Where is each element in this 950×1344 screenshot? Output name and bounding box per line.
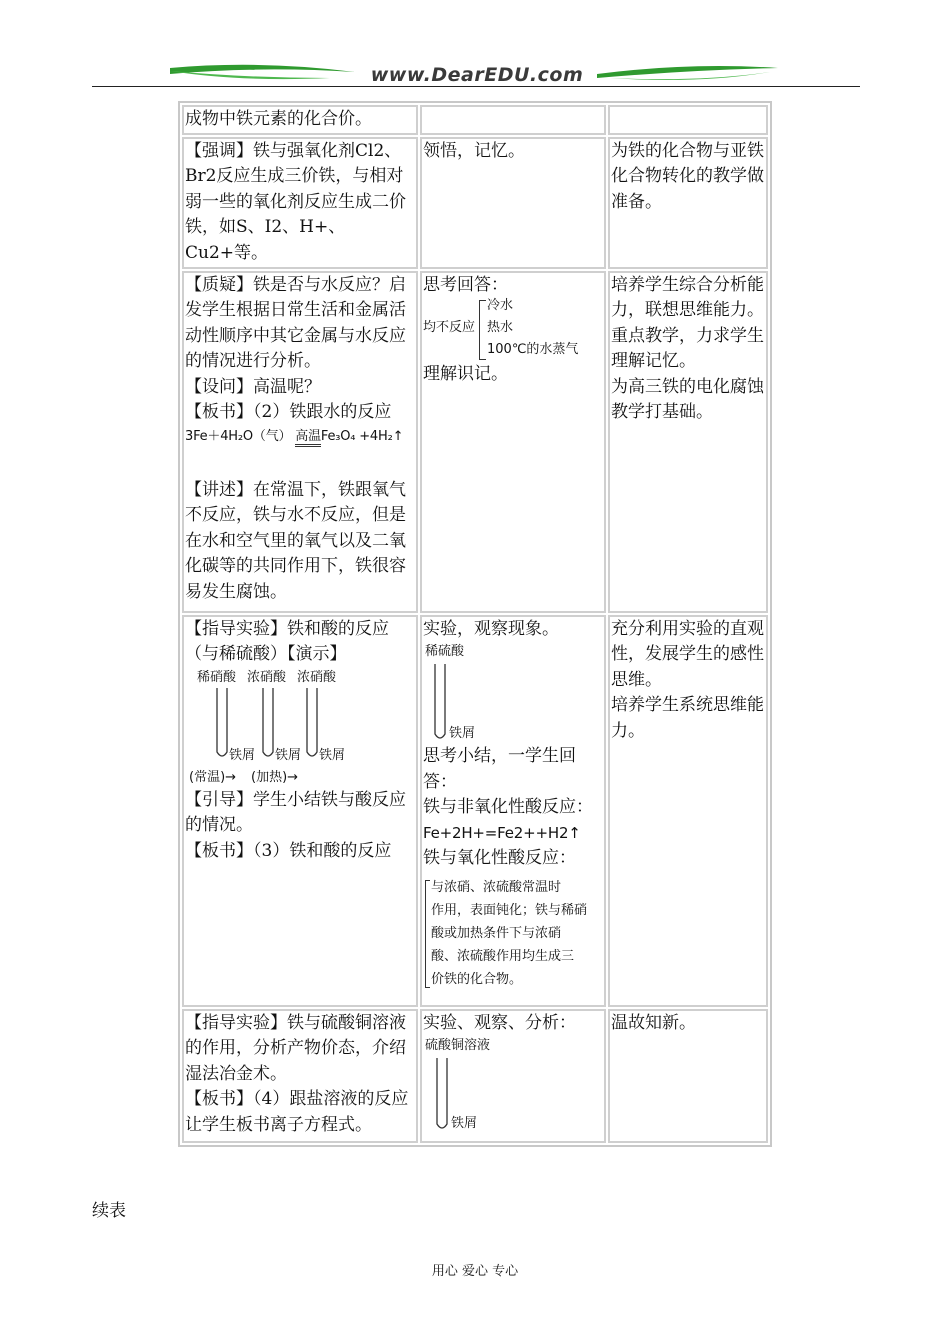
table-cell: 培养学生综合分析能力，联想思维能力。 重点教学，力求学生理解记忆。 为高三铁的电化腐蚀教学打基础。: [608, 271, 768, 613]
site-logo: www.DearEDU.com: [370, 64, 584, 86]
table-cell: 【指导实验】铁与硫酸铜溶液的作用，分析产物价态，介绍湿法冶金术。 【板书】（4）跟盐溶液的反应让学生板书离子方程式。: [182, 1009, 418, 1143]
table-row: [182, 271, 768, 613]
oxidizing-acid-note: 与浓硝、浓硫酸常温时 作用，表面钝化；铁与稀硝 酸或加热条件下与浓硝 酸、浓硫酸作用均生成三 价铁的化合物。: [423, 876, 603, 991]
table-cell: [182, 271, 418, 613]
table-cell: 领悟，记忆。: [420, 137, 606, 269]
page-footer: 用心 爱心 专心: [431, 1264, 519, 1279]
table-cell: 思考回答： 均不反应 冷水 热水 100℃的水蒸气 理解识记。: [420, 271, 606, 613]
table-cell: [420, 105, 606, 135]
condition-high-temp: 高温: [295, 429, 321, 447]
table-row: [182, 615, 768, 1007]
acid-tubes-figure: 稀硝酸 浓硝酸 浓硝酸 铁屑 铁屑 铁屑 (常温)→ (加热)→: [185, 668, 415, 788]
table-cell: 【强调】铁与强氧化剂Cl2、Br2反应生成三价铁，与相对弱一些的氧化剂反应生成二价铁，如S、I2、H+、Cu2+等。: [182, 137, 418, 269]
question-text: 【质疑】铁是否与水反应？启发学生根据日常生活和金属活动性顺序中其它金属与水反应的情况进行分析。: [185, 274, 406, 371]
table-cell: 实验，观察现象。 稀硫酸 铁屑 思考小结，一学生回答： 铁与非氧化性酸反应： Fe+2H+=Fe2++H2↑ 铁与氧化性酸反应： 与浓硝、浓硫酸常温时 作用，表面钝化；铁与稀硝 酸或加热条件下与浓硝 酸、浓硫酸作用均生成三 价铁的化合物。: [420, 615, 606, 1007]
continued-label: 续表: [92, 1201, 126, 1221]
table-row: [182, 137, 768, 269]
table-cell: 成物中铁元素的化合价。: [182, 105, 418, 135]
iron-water-equation: 3Fe＋4H₂O（气） 高温Fe₃O₄ +4H₂↑: [185, 426, 415, 448]
sulfuric-tube-figure: 稀硫酸 铁屑: [423, 642, 603, 744]
table-row: [182, 1009, 768, 1143]
table-cell: [608, 105, 768, 135]
brace-icon: [425, 880, 430, 988]
no-reaction-brace: 均不反应 冷水 热水 100℃的水蒸气: [423, 298, 603, 362]
table-cell: 温故知新。: [608, 1009, 768, 1143]
table-row: [182, 105, 768, 135]
lesson-table: [178, 101, 772, 1147]
board-text: 【板书】（2）铁跟水的反应: [185, 402, 392, 422]
header-rule: [92, 86, 860, 87]
brace-icon: [479, 300, 486, 360]
copper-sulfate-tube-figure: 硫酸铜溶液 铁屑: [423, 1036, 603, 1134]
table-cell: 充分利用实验的直观性，发展学生的感性思维。 培养学生系统思维能力。: [608, 615, 768, 1007]
narration-text: 【讲述】在常温下，铁跟氧气不反应，铁与水不反应，但是在水和空气里的氧气以及二氧化碳等的共同作用下，铁很容易发生腐蚀。: [185, 479, 406, 602]
table-cell: 【指导实验】铁和酸的反应（与稀硫酸）【演示】 稀硝酸 浓硝酸 浓硝酸 铁屑 铁屑 铁屑 (常温)→ (加热)→ 【引导】学生小结铁与酸反应的情况。 【板书】（3）铁和酸的反应: [182, 615, 418, 1007]
table-cell: 为铁的化合物与亚铁化合物转化的教学做准备。: [608, 137, 768, 269]
ask-text: 【设问】高温呢？: [185, 376, 321, 397]
table-cell: 实验、观察、分析： 硫酸铜溶液 铁屑: [420, 1009, 606, 1143]
